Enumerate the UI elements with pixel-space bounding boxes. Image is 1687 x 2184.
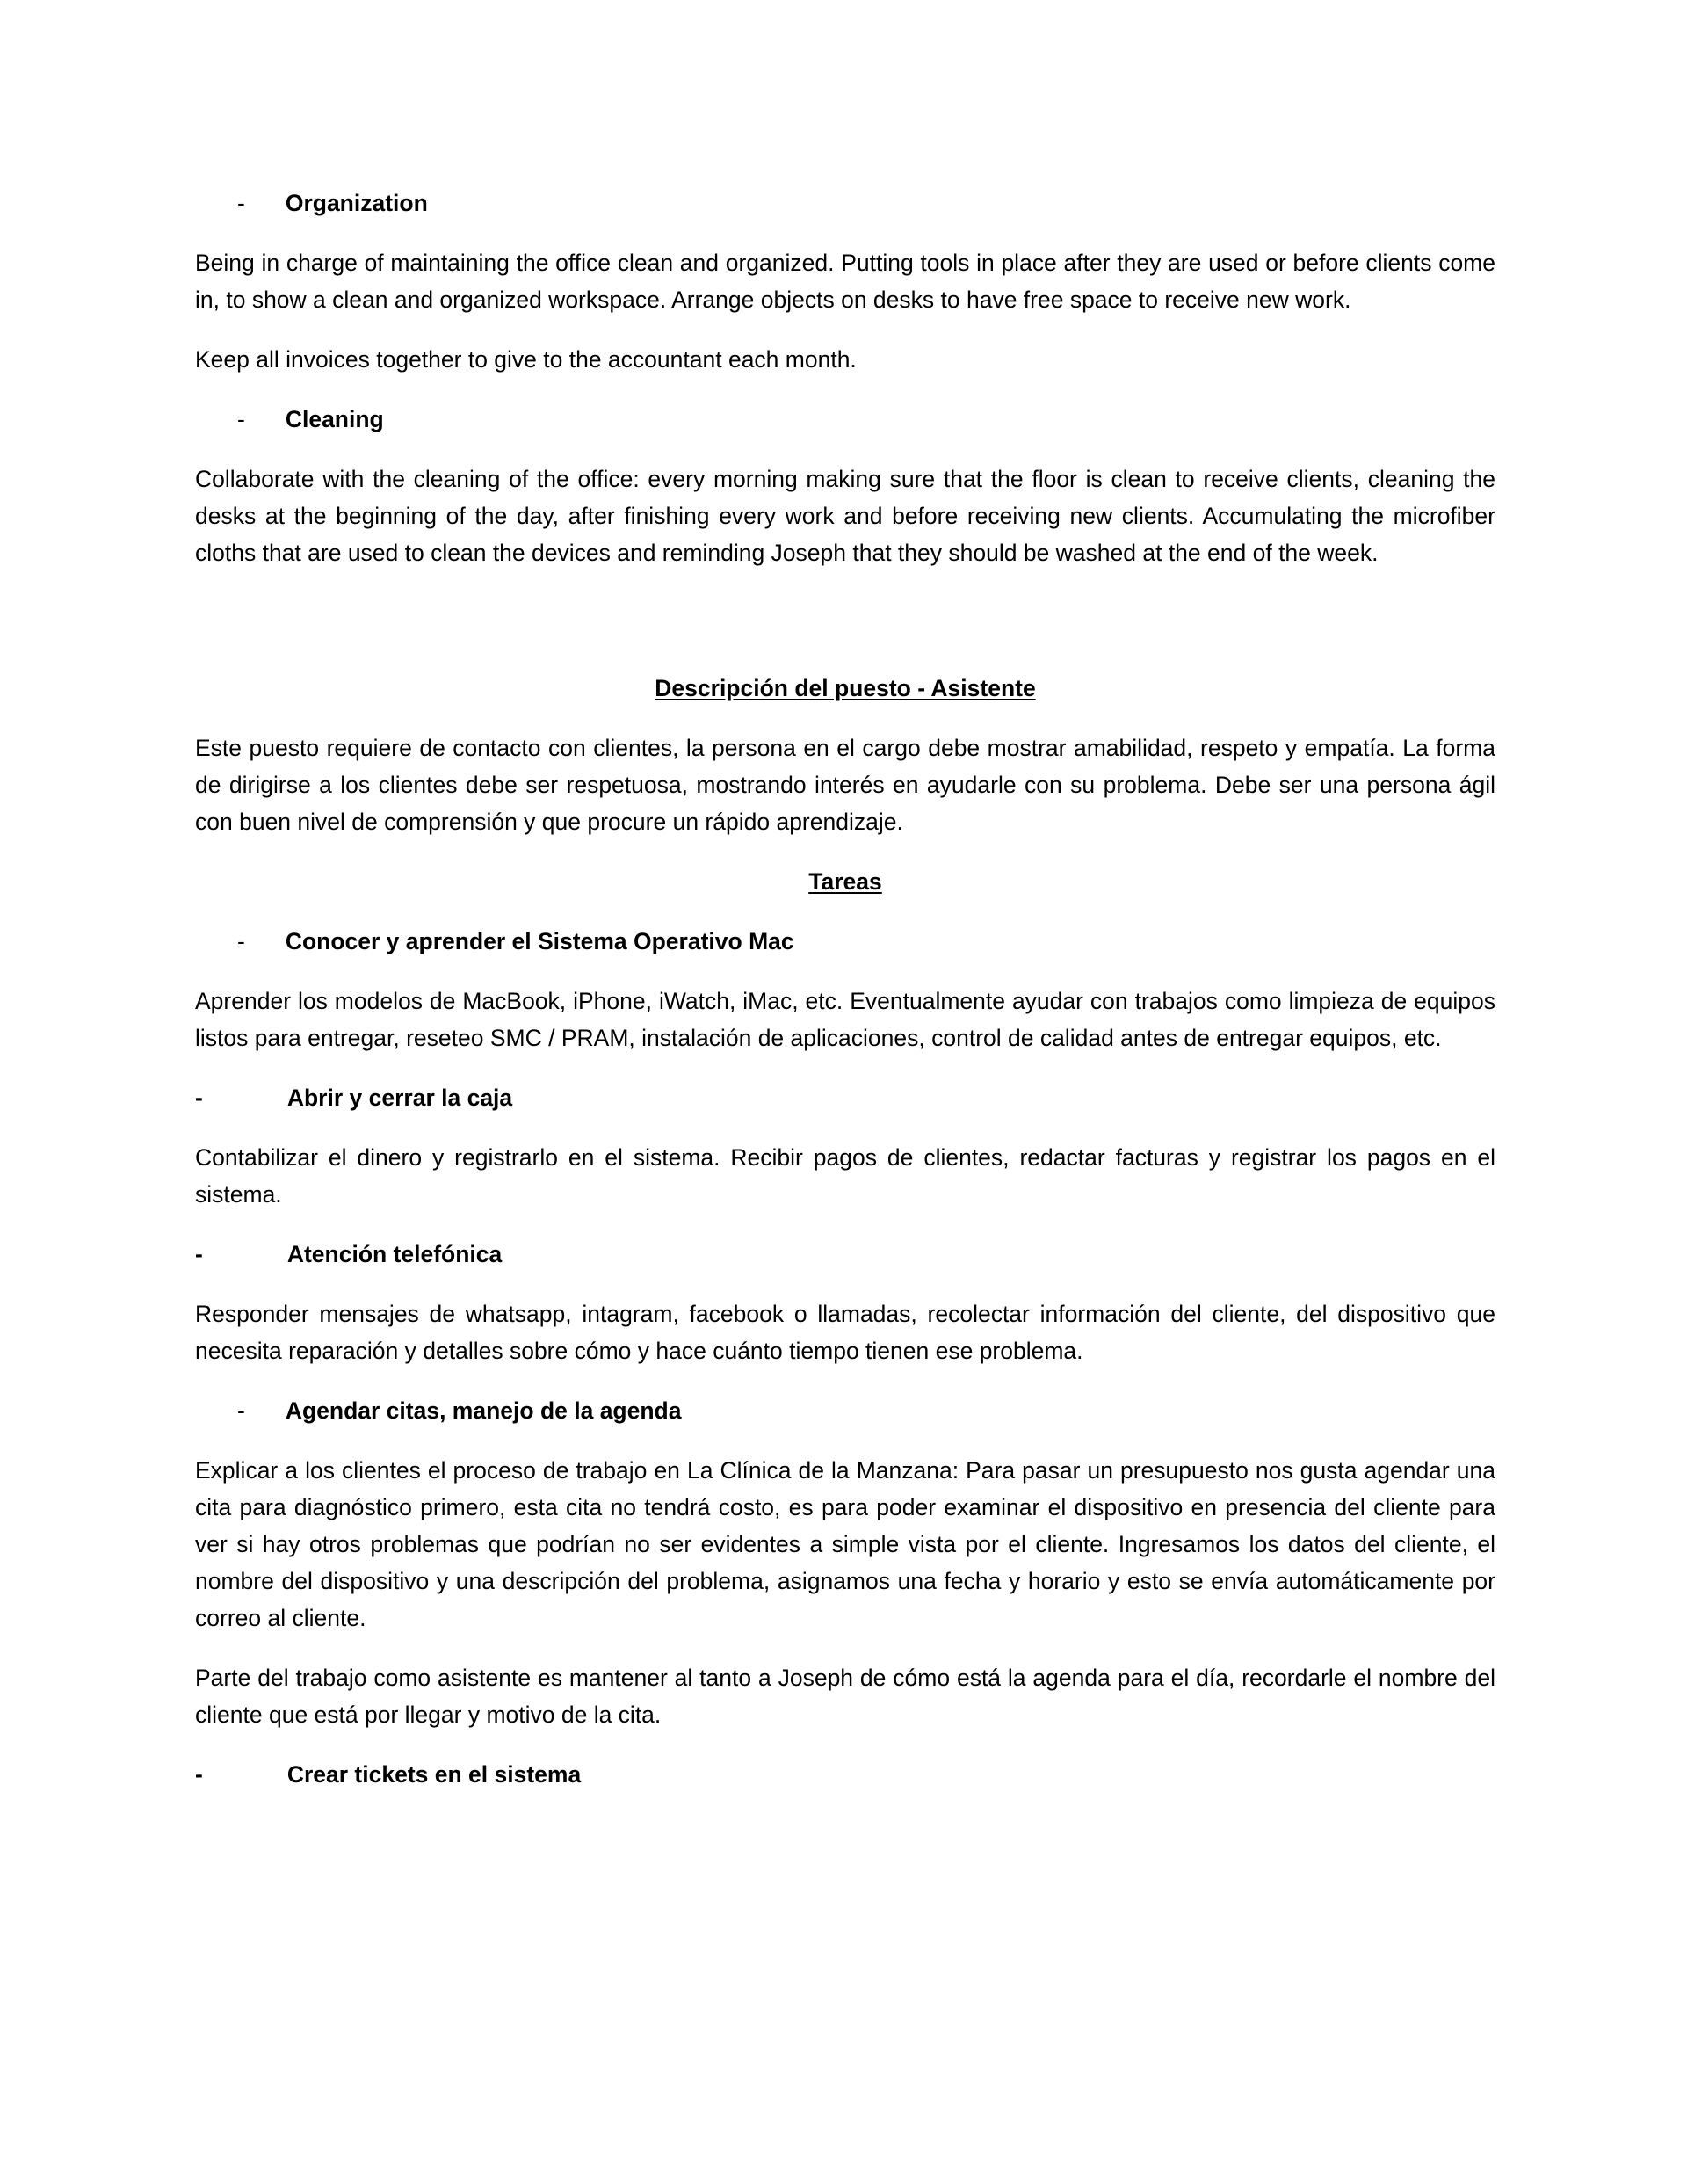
bullet-dash: - bbox=[195, 1241, 203, 1267]
heading-label: Organization bbox=[285, 190, 428, 216]
paragraph-tarea-mac: Aprender los modelos de MacBook, iPhone, iWatch, iMac, etc. Eventualmente ayudar con trabajos como limpieza de equipos listos para entregar, reseteo SMC / PRAM, instalación de aplicaciones, control de calidad antes de entregar equipos, etc. bbox=[195, 988, 1495, 1051]
heading-tarea-tickets bbox=[195, 1756, 1495, 1793]
heading-cleaning bbox=[195, 401, 1495, 438]
heading-label: Atención telefónica bbox=[286, 1241, 503, 1267]
heading-label: Agendar citas, manejo de la agenda bbox=[285, 1397, 682, 1424]
heading-tareas bbox=[195, 863, 1495, 900]
heading-tarea-telefonica bbox=[195, 1236, 1495, 1273]
paragraph-organization-1: Being in charge of maintaining the office clean and organized. Putting tools in place after they are used or before clients come in, to show a clean and organized workspace. Arrange objects on desks to have free space to receive new work. bbox=[195, 250, 1495, 313]
bullet-dash: - bbox=[195, 1761, 203, 1788]
heading-tarea-caja bbox=[195, 1079, 1495, 1116]
bullet-dash: - bbox=[195, 1085, 203, 1111]
heading-tarea-mac bbox=[195, 923, 1495, 960]
heading-label: Conocer y aprender el Sistema Operativo Mac bbox=[285, 928, 794, 954]
section-spacer bbox=[195, 594, 1495, 670]
heading-label: Descripción del puesto - Asistente bbox=[655, 675, 1036, 701]
bullet-dash: - bbox=[237, 406, 245, 432]
paragraph-tarea-agenda-1: Explicar a los clientes el proceso de trabajo en La Clínica de la Manzana: Para pasar un presupuesto nos gusta agendar una cita para diagnóstico primero, esta cita no tendrá costo, es para poder examinar el dispositivo en presencia del cliente para ver si hay otros problemas que podrían no ser evidentes a simple vista por el cliente. Ingresamos los datos del cliente, el nombre del dispositivo y una descripción del problema, asignamos una fecha y horario y esto se envía automáticamente por correo al cliente. bbox=[195, 1457, 1495, 1631]
heading-label: Tareas bbox=[808, 868, 882, 895]
paragraph-cleaning: Collaborate with the cleaning of the office: every morning making sure that the floor is clean to receive clients, cleaning the desks at the beginning of the day, after finishing every work and before receiving new clients. Accumulating the microfiber cloths that are used to clean the devices and reminding Joseph that they should be washed at the end of the week. bbox=[195, 466, 1495, 566]
document-body bbox=[195, 185, 1495, 1816]
paragraph-tarea-agenda-2: Parte del trabajo como asistente es mantener al tanto a Joseph de cómo está la agenda para el día, recordarle el nombre del cliente que está por llegar y motivo de la cita. bbox=[195, 1665, 1495, 1728]
bullet-dash: - bbox=[237, 1397, 245, 1424]
paragraph-job-description-intro: Este puesto requiere de contacto con clientes, la persona en el cargo debe mostrar amabilidad, respeto y empatía. La forma de dirigirse a los clientes debe ser respetuosa, mostrando interés en ayudarle con su problema. Debe ser una persona ágil con buen nivel de comprensión y que procure un rápido aprendizaje. bbox=[195, 735, 1495, 835]
paragraph-tarea-caja: Contabilizar el dinero y registrarlo en el sistema. Recibir pagos de clientes, redactar facturas y registrar los pagos en el sistema. bbox=[195, 1144, 1495, 1208]
heading-organization bbox=[195, 185, 1495, 221]
heading-label: Cleaning bbox=[285, 406, 384, 432]
bullet-dash: - bbox=[237, 928, 245, 954]
heading-label: Abrir y cerrar la caja bbox=[286, 1085, 513, 1111]
heading-label: Crear tickets en el sistema bbox=[286, 1761, 582, 1788]
paragraph-tarea-telefonica: Responder mensajes de whatsapp, intagram, facebook o llamadas, recolectar información del cliente, del dispositivo que necesita reparación y detalles sobre cómo y hace cuánto tiempo tienen ese problema. bbox=[195, 1301, 1495, 1364]
bullet-dash: - bbox=[237, 190, 245, 216]
paragraph-organization-2: Keep all invoices together to give to the accountant each month. bbox=[195, 346, 857, 373]
heading-job-description bbox=[195, 670, 1495, 707]
heading-tarea-agenda bbox=[195, 1392, 1495, 1429]
